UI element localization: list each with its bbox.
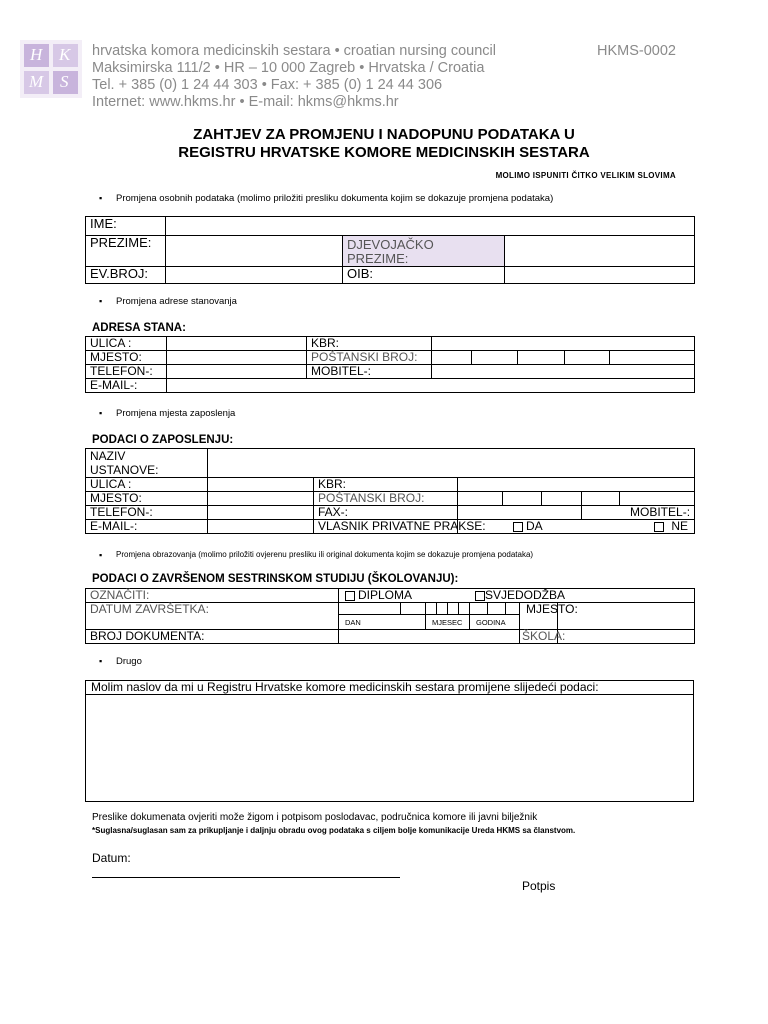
header-address: Maksimirska 111/2 • HR – 10 000 Zagreb • Hrvatska / Croatia (92, 60, 485, 76)
email-field[interactable] (167, 379, 695, 393)
ne-label: NE (671, 519, 689, 533)
logo-letter-m: M (29, 72, 44, 91)
bullet-education: ▪ Promjena obrazovanja (molimo priložiti ovjerenu presliku ili original dokumenta kojim se dokazuje promjena podataka) (116, 550, 533, 559)
skola-field[interactable] (558, 630, 695, 644)
postanski-digit-3[interactable] (518, 351, 565, 365)
form-title-line2: REGISTRU HRVATSKE KOMORE MEDICINSKIH SESTARA (178, 144, 590, 161)
mjesec-box-1[interactable] (426, 603, 437, 615)
label-kbr: KBR: (307, 337, 432, 351)
diploma-option[interactable] (345, 589, 412, 602)
bullet-personal: ▪ Promjena osobnih podataka (molimo priložiti presliku dokumenta kojim se dokazuje promjena podataka) (116, 193, 553, 204)
label-datum-zavrsetka: DATUM ZAVRŠETKA: (86, 603, 339, 630)
svjedodzba-label: SVJEDODŽBA (485, 588, 566, 602)
label-skola: ŠKOLA: (520, 630, 558, 644)
label-ulica-emp: ULICA : (86, 478, 208, 492)
employment-table (85, 448, 695, 534)
label-ime: IME: (86, 217, 166, 236)
checkbox-icon (475, 591, 485, 601)
label-naziv-ustanove (86, 449, 208, 478)
bullet-address: ▪ Promjena adrese stanovanja (116, 296, 237, 307)
label-datum: Datum: (92, 851, 131, 865)
postanski-digit-4[interactable] (565, 351, 610, 365)
fill-instruction: MOLIMO ISPUNITI ČITKO VELIKIM SLOVIMA (495, 171, 676, 180)
personal-data-table (85, 216, 695, 284)
godina-box-4[interactable] (506, 603, 520, 615)
ulica-emp-field[interactable] (208, 478, 314, 492)
kbr-field[interactable] (432, 337, 695, 351)
postanski-emp-digit-4[interactable] (582, 492, 620, 506)
label-telefon-emp: TELEFON-: (86, 506, 208, 520)
label-djevojacko-1: DJEVOJAČKO (347, 237, 434, 252)
label-oznaciti: OZNAČITI: (86, 589, 339, 603)
request-textarea[interactable] (86, 695, 694, 802)
label-dan: DAN (339, 615, 426, 630)
date-signature-line[interactable] (92, 877, 400, 878)
label-djevojacko (343, 236, 505, 267)
postanski-digit-5[interactable] (610, 351, 695, 365)
header-phone: Tel. + 385 (0) 1 24 44 303 • Fax: + 385 (0) 1 24 44 306 (92, 77, 443, 93)
telefon-field[interactable] (167, 365, 307, 379)
postanski-emp-digit-2[interactable] (503, 492, 542, 506)
other-request-table (85, 680, 694, 802)
mobitel-field[interactable] (432, 365, 695, 379)
ulica-field[interactable] (167, 337, 307, 351)
vlasnik-ne-option[interactable] (654, 520, 688, 533)
form-title-line1: ZAHTJEV ZA PROMJENU I NADOPUNU PODATAKA U (193, 126, 575, 143)
label-mobitel: MOBITEL-: (307, 365, 432, 379)
bullet-other: ▪ Drugo (116, 656, 142, 667)
postanski-emp-digit-5[interactable] (620, 492, 695, 506)
label-mobitel-emp: MOBITEL-: (582, 506, 695, 520)
label-prezime: PREZIME: (86, 236, 166, 267)
label-evbroj: EV.BROJ: (86, 267, 166, 284)
evbroj-field[interactable] (166, 267, 343, 284)
label-broj-dokumenta: BROJ DOKUMENTA: (86, 630, 339, 644)
telefon-emp-field[interactable] (208, 506, 314, 520)
label-email-emp: E-MAIL-: (86, 520, 208, 534)
postanski-emp-digit-1[interactable] (458, 492, 503, 506)
logo-letter-h: H (30, 45, 43, 64)
label-godina: GODINA (470, 615, 520, 630)
label-mjesto: MJESTO: (86, 351, 167, 365)
dan-box[interactable] (339, 603, 401, 615)
godina-box-3[interactable] (488, 603, 506, 615)
da-label: DA (526, 519, 543, 533)
logo-letter-s: S (60, 72, 69, 91)
header-org-name: hrvatska komora medicinskih sestara • croatian nursing council (92, 43, 497, 59)
kbr-emp-field[interactable] (458, 478, 695, 492)
mjesec-box-2[interactable] (437, 603, 448, 615)
header-web: Internet: www.hkms.hr • E-mail: hkms@hkms.hr (92, 94, 399, 110)
label-naziv-1: NAZIV (90, 449, 126, 463)
broj-dokumenta-field[interactable] (339, 630, 520, 644)
godina-box-1[interactable] (459, 603, 470, 615)
hkms-logo (20, 40, 82, 98)
mjesec-box-3[interactable] (448, 603, 459, 615)
label-ulica: ULICA : (86, 337, 167, 351)
label-telefon: TELEFON-: (86, 365, 167, 379)
label-postanski-emp: POŠTANSKI BROJ: (314, 492, 458, 506)
djevojacko-field[interactable] (505, 236, 695, 267)
diploma-label: DIPLOMA (358, 588, 413, 602)
godina-box-2[interactable] (470, 603, 488, 615)
postanski-emp-digit-3[interactable] (542, 492, 582, 506)
document-id: HKMS-0002 (597, 43, 676, 59)
postanski-digit-2[interactable] (472, 351, 518, 365)
postanski-digit-1[interactable] (432, 351, 472, 365)
ime-field[interactable] (166, 217, 695, 236)
label-mjesto-emp: MJESTO: (86, 492, 208, 506)
email-emp-field[interactable] (208, 520, 314, 534)
mjesto-field[interactable] (167, 351, 307, 365)
label-djevojacko-2: PREZIME: (347, 251, 409, 266)
mjesto-emp-field[interactable] (208, 492, 314, 506)
footer-consent-note: *Suglasna/suglasan sam za prikupljanje i daljnju obradu ovog podataka s ciljem bolje komunikacije Ureda HKMS sa članstvom. (92, 826, 576, 835)
section-address: ADRESA STANA: (92, 322, 186, 334)
label-kbr-emp: KBR: (314, 478, 458, 492)
vlasnik-options (458, 520, 695, 534)
footer-certify-note: Preslike dokumenata ovjeriti može žigom i potpisom poslodavac, područnica komore ili javni bilježnik (92, 812, 538, 823)
fax-field[interactable] (458, 506, 582, 520)
bullet-employment: ▪ Promjena mjesta zaposlenja (116, 408, 235, 419)
prezime-field[interactable] (166, 236, 343, 267)
checkbox-icon (513, 522, 523, 532)
label-mjesto-edu: MJESTO: (520, 603, 558, 630)
diploma-options (339, 589, 695, 603)
section-employment: PODACI O ZAPOSLENJU: (92, 434, 234, 446)
label-naziv-2: USTANOVE: (90, 463, 159, 477)
dan-box-2[interactable] (401, 603, 426, 615)
label-fax: FAX-: (314, 506, 458, 520)
label-oib: OIB: (343, 267, 505, 284)
checkbox-icon (345, 591, 355, 601)
request-label: Molim naslov da mi u Registru Hrvatske komore medicinskih sestara promijene slijedeći podaci: (86, 681, 694, 695)
label-vlasnik: VLASNIK PRIVATNE PRAKSE: (314, 520, 458, 534)
logo-letter-k: K (59, 45, 71, 64)
label-potpis: Potpis (522, 879, 556, 893)
oib-field[interactable] (505, 267, 695, 284)
label-mjesec: MJESEC (426, 615, 470, 630)
mjesto-edu-field[interactable] (558, 603, 695, 630)
vlasnik-da-option[interactable] (513, 520, 543, 533)
label-postanski: POŠTANSKI BROJ: (307, 351, 432, 365)
naziv-ustanove-field[interactable] (208, 449, 695, 478)
label-email: E-MAIL-: (86, 379, 167, 393)
svjedodzba-option[interactable] (475, 589, 565, 602)
education-table (85, 588, 695, 644)
checkbox-icon (654, 522, 664, 532)
address-table (85, 336, 695, 393)
section-education: PODACI O ZAVRŠENOM SESTRINSKOM STUDIJU (ŠKOLOVANJU): (92, 573, 459, 585)
